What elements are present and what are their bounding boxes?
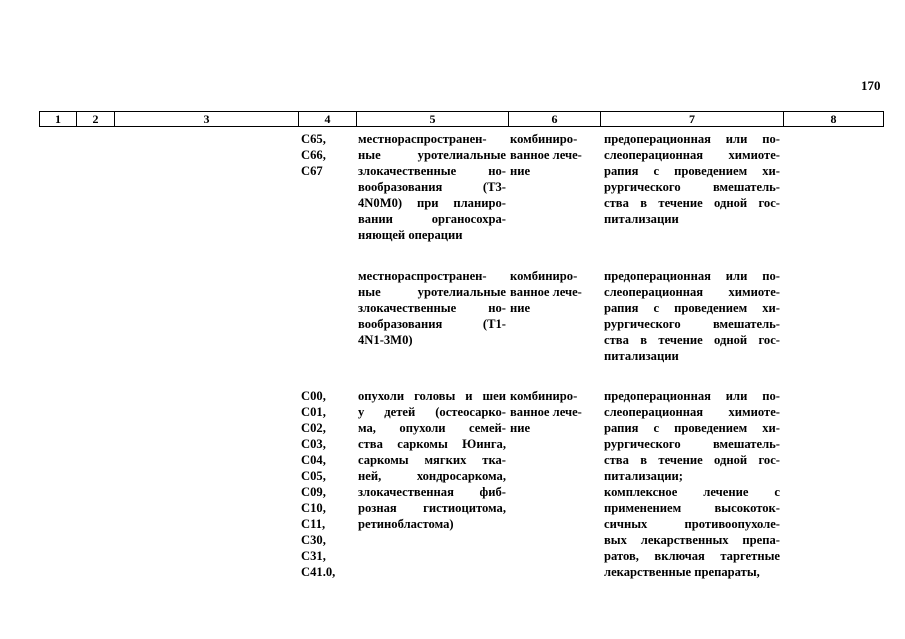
- text-line: C65,: [301, 132, 326, 146]
- text-line: ства саркомы Юинга,: [358, 437, 506, 451]
- text-line: питализации: [604, 212, 679, 226]
- text-line: ванное лече-: [510, 405, 582, 419]
- text-line: предоперационная или по-: [604, 269, 780, 283]
- text-line: слеоперационная химиоте-: [604, 285, 780, 299]
- text-line: C41.0,: [301, 565, 336, 579]
- text-line: рургического вмешатель-: [604, 437, 780, 451]
- text-line: слеоперационная химиоте-: [604, 148, 780, 162]
- row-1-treatment-type: [510, 131, 598, 179]
- text-line: C04,: [301, 453, 326, 467]
- header-col-4: 4: [298, 112, 356, 126]
- text-line: ратов, включая таргетные: [604, 549, 780, 563]
- header-col-5: 5: [356, 112, 508, 126]
- text-line: C00,: [301, 389, 326, 403]
- text-line: C02,: [301, 421, 326, 435]
- text-line: предоперационная или по-: [604, 389, 780, 403]
- text-line: рургического вмешатель-: [604, 180, 780, 194]
- text-line: комбиниро-: [510, 132, 578, 146]
- row-1-condition: [358, 131, 506, 243]
- text-line: слеоперационная химиоте-: [604, 405, 780, 419]
- text-line: C05,: [301, 469, 326, 483]
- text-line: ства в течение одной гос-: [604, 333, 780, 347]
- text-line: местнораспространен-: [358, 132, 487, 146]
- header-col-2: 2: [76, 112, 114, 126]
- row-3-treatment: [604, 388, 780, 580]
- text-line: лекарственные препараты,: [604, 565, 760, 579]
- text-line: опухоли головы и шеи: [358, 389, 506, 403]
- text-line: ней, хондросаркома,: [358, 469, 506, 483]
- header-col-7: 7: [600, 112, 783, 126]
- text-line: вообразования (T1-: [358, 317, 506, 331]
- text-line: рургического вмешатель-: [604, 317, 780, 331]
- text-line: C11,: [301, 517, 326, 531]
- text-line: 4N1-3M0): [358, 333, 413, 347]
- header-col-6: 6: [508, 112, 600, 126]
- text-line: питализации;: [604, 469, 683, 483]
- text-line: C03,: [301, 437, 326, 451]
- row-2-condition: [358, 268, 506, 348]
- text-line: злокачественная фиб-: [358, 485, 506, 499]
- table-header-row: [39, 111, 884, 127]
- text-line: рапия с проведением хи-: [604, 164, 780, 178]
- text-line: ства в течение одной гос-: [604, 453, 780, 467]
- text-line: C31,: [301, 549, 326, 563]
- text-line: ные уротелиальные: [358, 148, 506, 162]
- text-line: ванное лече-: [510, 148, 582, 162]
- header-col-1: 1: [55, 112, 61, 126]
- row-1-treatment: [604, 131, 780, 227]
- text-line: местнораспространен-: [358, 269, 487, 283]
- text-line: C67: [301, 164, 323, 178]
- text-line: предоперационная или по-: [604, 132, 780, 146]
- text-line: C30,: [301, 533, 326, 547]
- text-line: ние: [510, 164, 531, 178]
- text-line: вании органосохра-: [358, 212, 506, 226]
- text-line: ние: [510, 301, 531, 315]
- text-line: рапия с проведением хи-: [604, 301, 780, 315]
- row-3-treatment-type: [510, 388, 598, 436]
- text-line: ма, опухоли семей-: [358, 421, 506, 435]
- text-line: C09,: [301, 485, 326, 499]
- text-line: у детей (остеосарко-: [358, 405, 506, 419]
- text-line: розная гистиоцитома,: [358, 501, 506, 515]
- text-line: рапия с проведением хи-: [604, 421, 780, 435]
- text-line: злокачественные но-: [358, 164, 506, 178]
- header-col-3: 3: [114, 112, 298, 126]
- row-2-treatment-type: [510, 268, 598, 316]
- row-2-treatment: [604, 268, 780, 364]
- text-line: вообразования (T3-: [358, 180, 506, 194]
- text-line: комбиниро-: [510, 269, 578, 283]
- text-line: вых лекарственных препа-: [604, 533, 780, 547]
- text-line: C66,: [301, 148, 326, 162]
- text-line: ретинобластома): [358, 517, 454, 531]
- text-line: 4N0M0) при планиро-: [358, 196, 506, 210]
- text-line: ванное лече-: [510, 285, 582, 299]
- text-line: саркомы мягких тка-: [358, 453, 506, 467]
- text-line: ние: [510, 421, 531, 435]
- text-line: комбиниро-: [510, 389, 578, 403]
- page-number: 170: [861, 78, 881, 93]
- text-line: питализации: [604, 349, 679, 363]
- header-col-8: 8: [783, 112, 883, 126]
- text-line: няющей операции: [358, 228, 463, 242]
- text-line: ства в течение одной гос-: [604, 196, 780, 210]
- text-line: ные уротелиальные: [358, 285, 506, 299]
- text-line: комплексное лечение с: [604, 485, 780, 499]
- row-1-codes: [301, 131, 353, 179]
- text-line: C01,: [301, 405, 326, 419]
- text-line: C10,: [301, 501, 326, 515]
- row-3-condition: [358, 388, 506, 532]
- text-line: сичных противоопухоле-: [604, 517, 780, 531]
- text-line: применением высокоток-: [604, 501, 780, 515]
- text-line: злокачественные но-: [358, 301, 506, 315]
- row-3-codes: [301, 388, 353, 580]
